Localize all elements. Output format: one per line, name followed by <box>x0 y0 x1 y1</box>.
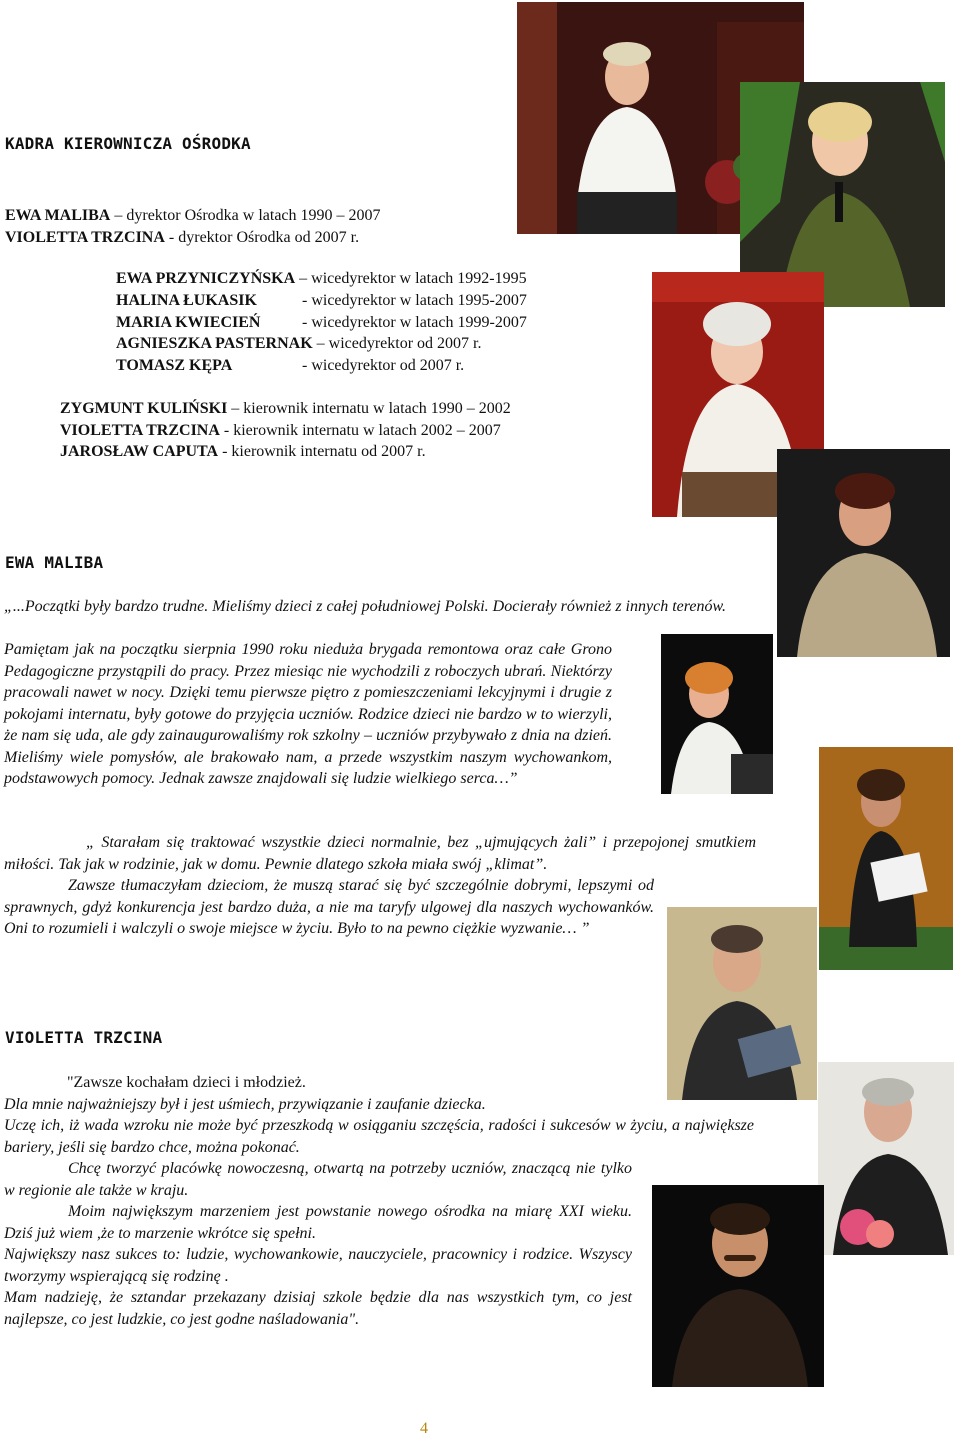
paragraph: Zawsze tłumaczyłam dzieciom, że muszą starać się być szczególnie dobrymi, lepszymi od sprawnych, gdyż konkurencja jest bardzo duża, a nie ma taryfy ulgowej dla naszych wychowanków. Oni to rozumieli i walczyli o swoje miejsce w życiu. Było to na pewno ciężkie wyzwanie… ” <box>4 877 654 937</box>
paragraph: „ Starałam się traktować wszystkie dzieci normalnie, bez „ujmujących żali” i przepojonej smutkiem miłości. Tak jak w rodzinie, jak w domu. Pewnie dlatego szkoła miała swój „klimat”. <box>4 834 756 873</box>
dorm-head-role: - kierownik internatu od 2007 r. <box>218 443 426 460</box>
photo-man-with-mustache <box>652 1185 824 1387</box>
deputy-role: – wicedyrektor od 2007 r. <box>316 335 482 352</box>
deputy-role: - wicedyrektor w latach 1999-2007 <box>302 314 527 331</box>
photo-woman-reading-speech <box>661 634 773 794</box>
deputy-entry <box>116 312 527 333</box>
deputy-name: HALINA ŁUKASIK <box>116 292 257 309</box>
photo-older-man-flowers <box>818 1062 954 1255</box>
photo-man-with-book <box>667 907 817 1100</box>
dorm-head-role: - kierownik internatu w latach 2002 – 2007 <box>219 422 501 439</box>
director-name: EWA MALIBA <box>5 207 111 224</box>
deputy-name: MARIA KWIECIEŃ <box>116 314 261 331</box>
paragraph: Chcę tworzyć placówkę nowoczesną, otwartą na potrzeby uczniów, znaczącą nie tylko w regionie ale także w kraju. <box>4 1160 632 1199</box>
dorm-head-name: ZYGMUNT KULIŃSKI <box>60 400 228 417</box>
dorm-head-entry <box>60 398 511 419</box>
paragraph: Mam nadzieję, że sztandar przekazany dzisiaj szkole będzie dla nas wszystkich tym, co jest najlepsze, co jest ludzkie, co jest godne naśladowania". <box>4 1289 632 1328</box>
deputy-role: - wicedyrektor od 2007 r. <box>302 357 465 374</box>
section-title-violetta-trzcina: VIOLETTA TRZCINA <box>5 1028 163 1047</box>
paragraph: Największy nasz sukces to: ludzie, wychowankowie, nauczyciele, pracownicy i rodzice. Wszyscy tworzymy wspierającą się rodzinę . <box>4 1246 632 1285</box>
deputy-name: TOMASZ KĘPA <box>116 357 233 374</box>
section-title-ewa-maliba: EWA MALIBA <box>5 553 104 572</box>
photo-woman-black-dress <box>819 747 953 970</box>
photo-woman-patterned-top <box>777 449 950 657</box>
paragraph: Uczę ich, iż wada wzroku nie może być przeszkodą w osiąganiu szczęścia, radości i sukcesów w życiu, a największe bariery, jeśli się bardzo chce, można pokonać. <box>4 1117 754 1156</box>
paragraph: Moim największym marzeniem jest powstanie nowego ośrodka na miarę XXI wieku. Dziś już wiem ,że to marzenie wkrótce się spełni. <box>4 1203 632 1242</box>
deputy-name: AGNIESZKA PASTERNAK <box>116 335 313 352</box>
dorm-head-name: JAROSŁAW CAPUTA <box>60 443 219 460</box>
deputy-role: - wicedyrektor w latach 1995-2007 <box>302 292 527 309</box>
director-role: - dyrektor Ośrodka od 2007 r. <box>164 229 360 246</box>
dorm-head-entry <box>60 441 426 462</box>
dorm-head-entry <box>60 420 501 441</box>
deputy-role: – wicedyrektor w latach 1992-1995 <box>299 270 527 287</box>
paragraph: Pamiętam jak na początku sierpnia 1990 roku nieduża brygada remontowa oraz całe Grono Pedagogiczne przystąpili do pracy. Przez miesiąc nie wychodzili z roboczych ubrań. Niektórzy pracowali nawet w nocy. Dzięki temu pierwsze piętro z pomieszczeniami lekcyjnymi i drugie z pokojami internatu, były gotowe do przyjęcia uczniów. Rodzice dzieci nie bardzo w to wierzyli, że nam się uda, ale gdy zainaugurowaliśmy rok szkolny – uczniów przybywało z dnia na dzień. Mieliśmy wiele pomysłów, ale brakowało nam, a przede wszystkim naszym wychowankom, podstawowych pomocy. Jednak zawsze znajdowali się ludzie wielkiego serca…” <box>4 641 612 787</box>
page-title: KADRA KIEROWNICZA OŚRODKA <box>5 134 251 153</box>
dorm-head-role: – kierownik internatu w latach 1990 – 2002 <box>227 400 511 417</box>
director-role: – dyrektor Ośrodka w latach 1990 – 2007 <box>110 207 381 224</box>
dorm-head-name: VIOLETTA TRZCINA <box>60 422 220 439</box>
paragraph: „...Początki były bardzo trudne. Mieliśmy dzieci z całej południowej Polski. Docierały również z innych terenów. <box>4 598 726 615</box>
deputy-entry <box>116 355 464 376</box>
director-entry <box>5 205 381 226</box>
director-name: VIOLETTA TRZCINA <box>5 229 165 246</box>
deputy-entry <box>116 268 527 289</box>
paragraph: Dla mnie najważniejszy był i jest uśmiech, przywiązanie i zaufanie dziecka. <box>4 1096 486 1113</box>
deputy-entry <box>116 333 482 354</box>
page-number: 4 <box>420 1420 428 1437</box>
paragraph: "Zawsze kochałam dzieci i młodzież. <box>67 1074 306 1091</box>
director-entry <box>5 227 359 248</box>
deputy-name: EWA PRZYNICZYŃSKA <box>116 270 296 287</box>
deputy-entry <box>116 290 527 311</box>
